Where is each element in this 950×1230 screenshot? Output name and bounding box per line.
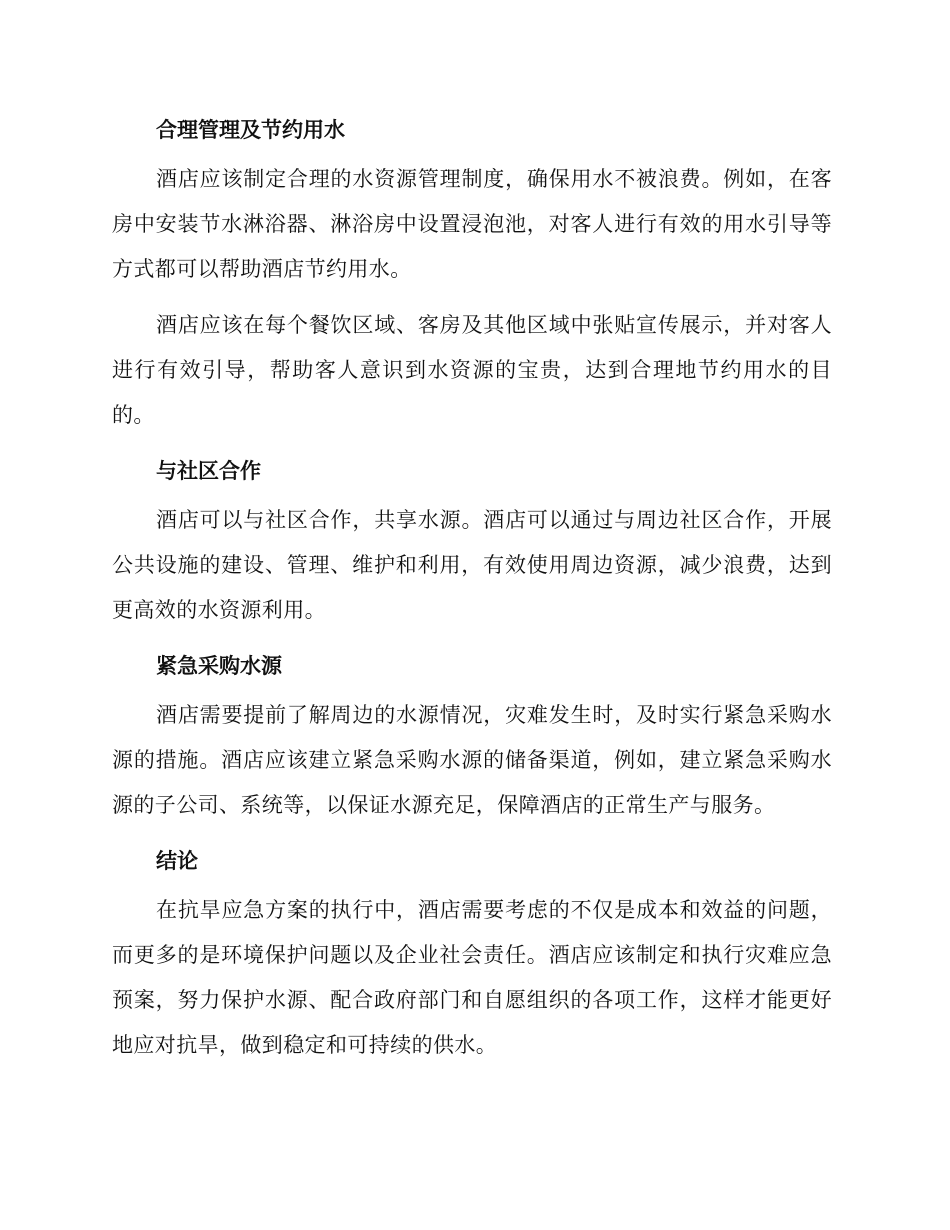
section-water-saving [112,108,832,438]
document-page [112,108,832,1079]
paragraph: 酒店可以与社区合作，共享水源。酒店可以通过与周边社区合作，开展公共设施的建设、管理、维护和利用，有效使用周边资源，减少浪费，达到更高效的水资源利用。 [112,508,832,622]
section-emergency-procurement [112,644,832,828]
section-heading: 合理管理及节约用水 [156,118,345,142]
paragraph: 酒店需要提前了解周边的水源情况，灾难发生时，及时实行紧急采购水源的措施。酒店应该建立紧急采购水源的储备渠道，例如，建立紧急采购水源的子公司、系统等，以保证水源充足，保障酒店的正常生产与服务。 [112,703,832,817]
section-conclusion [112,839,832,1068]
paragraph: 酒店应该制定合理的水资源管理制度，确保用水不被浪费。例如，在客房中安装节水淋浴器、淋浴房中设置浸泡池，对客人进行有效的用水引导等方式都可以帮助酒店节约用水。 [112,167,832,281]
section-heading: 与社区合作 [156,459,261,483]
section-community-cooperation [112,449,832,633]
paragraph: 酒店应该在每个餐饮区域、客房及其他区域中张贴宣传展示，并对客人进行有效引导，帮助客人意识到水资源的宝贵，达到合理地节约用水的目的。 [112,313,832,427]
section-heading: 紧急采购水源 [156,654,282,678]
section-heading: 结论 [156,849,198,873]
paragraph: 在抗旱应急方案的执行中，酒店需要考虑的不仅是成本和效益的问题，而更多的是环境保护问题以及企业社会责任。酒店应该制定和执行灾难应急预案，努力保护水源、配合政府部门和自愿组织的各项工作，这样才能更好地应对抗旱，做到稳定和可持续的供水。 [112,898,832,1057]
